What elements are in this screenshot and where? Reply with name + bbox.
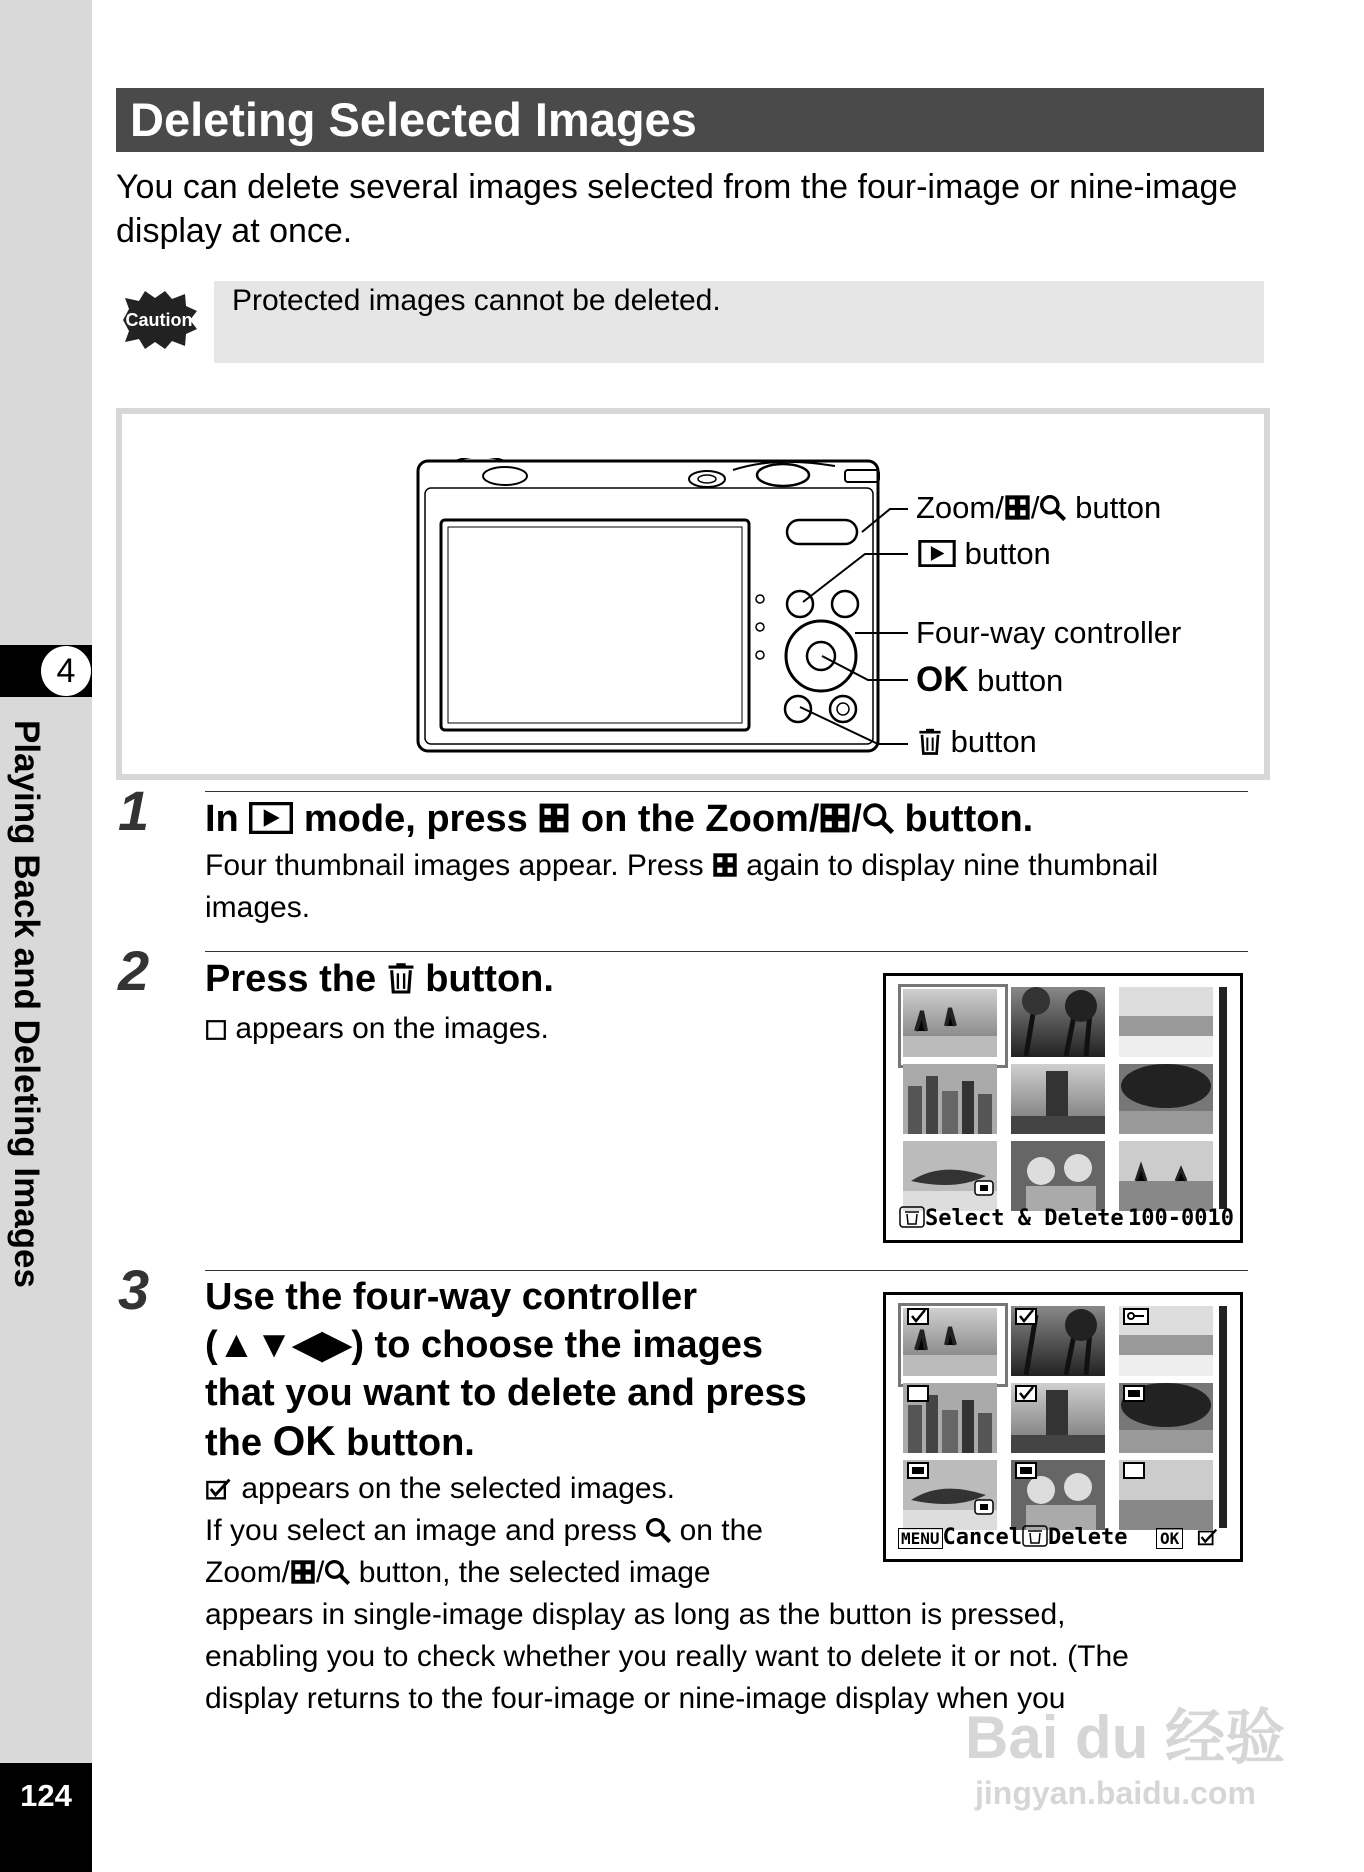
checked-checkbox-icon — [1197, 1527, 1219, 1547]
trash-icon — [899, 1206, 925, 1228]
intro-paragraph: You can delete several images selected from the four-image or nine-image display at once. — [116, 168, 1238, 250]
movie-icon — [975, 1500, 993, 1514]
step-divider — [205, 951, 1248, 952]
thumbnail-grid-icon — [1004, 494, 1031, 521]
step3-body-line: appears on the selected images. — [205, 1468, 675, 1510]
page-number: 124 — [20, 1778, 72, 1813]
thumbnail — [1011, 1064, 1105, 1134]
thumbnail-grid-icon — [819, 802, 851, 834]
empty-checkbox-icon — [205, 1019, 227, 1041]
screen-footer-left: Select & Delete — [899, 1206, 1124, 1231]
chapter-number: 4 — [41, 646, 91, 696]
thumbnail — [903, 1064, 997, 1134]
thumbnail — [1119, 987, 1213, 1057]
menu-key: MENU — [898, 1528, 943, 1549]
step3-body-line: Zoom/ / button, the selected image — [205, 1556, 711, 1589]
ok-button-label: OK button — [916, 660, 1064, 699]
step2-heading: Press the button. — [205, 958, 554, 1000]
thumbnail — [1011, 987, 1105, 1057]
thumbnail — [1011, 1141, 1105, 1211]
step3-body-line: display returns to the four-image or nine-image display when you — [205, 1682, 1066, 1715]
empty-checkbox-icon — [1124, 1463, 1144, 1478]
checked-checkbox-icon — [1016, 1309, 1036, 1324]
step-number: 3 — [118, 1258, 150, 1321]
scrollbar — [1219, 1306, 1227, 1528]
magnifier-icon — [862, 802, 894, 834]
trash-icon — [387, 962, 415, 994]
ok-key: OK — [1156, 1528, 1183, 1549]
step3-body-line: If you select an image and press on the — [205, 1514, 763, 1547]
step3-heading-line: Use the four-way controller — [205, 1276, 697, 1318]
empty-checkbox-icon — [908, 1386, 928, 1401]
screen-footer-ok — [1156, 1525, 1219, 1550]
thumbnail — [903, 989, 997, 1057]
playback-button-label: button — [918, 536, 1051, 572]
step3-heading-line: the OK button. — [205, 1417, 475, 1464]
checked-checkbox-icon — [908, 1309, 928, 1324]
step1-body: Four thumbnail images appear. Press again to display nine thumbnail images. — [205, 849, 1159, 924]
magnifier-icon — [1039, 494, 1066, 521]
thumbnail — [1119, 1141, 1213, 1211]
scrollbar — [1219, 987, 1227, 1209]
protect-key-icon — [1124, 1309, 1148, 1324]
thumbnail — [1119, 1064, 1213, 1134]
movie-icon — [975, 1181, 993, 1195]
empty-checkbox-icon — [908, 1463, 928, 1478]
thumbnail — [903, 1141, 997, 1211]
step-divider — [205, 791, 1248, 792]
delete-selection-screen — [883, 1292, 1243, 1562]
magnifier-icon — [645, 1517, 671, 1543]
thumbnail-grid-icon — [290, 1559, 316, 1585]
screen-footer-controls: MENU Cancel Delete — [898, 1525, 1128, 1550]
step1-heading: In mode, press on the Zoom/ / button. — [205, 798, 1034, 840]
watermark-logo: Bai du 经验 — [965, 1704, 1286, 1771]
zoom-button-label: Zoom/ / button — [916, 490, 1162, 525]
empty-checkbox-icon — [1124, 1386, 1144, 1401]
checked-checkbox-icon — [1016, 1386, 1036, 1401]
caution-badge-text: Caution — [125, 310, 193, 330]
empty-checkbox-icon — [1016, 1463, 1036, 1478]
step-number: 2 — [118, 939, 150, 1002]
thumbnail-grid-icon — [538, 802, 570, 834]
thumbnail-grid — [886, 1295, 1240, 1559]
step-number: 1 — [118, 779, 150, 842]
step3-heading-line: that you want to delete and press — [205, 1372, 807, 1414]
four-way-controller-label: Four-way controller — [916, 615, 1182, 650]
checked-checkbox-icon — [205, 1477, 233, 1501]
trash-icon — [1022, 1525, 1048, 1547]
step3-body-line: enabling you to check whether you really want to delete it or not. (The — [205, 1640, 1129, 1673]
playback-icon — [918, 540, 956, 567]
trash-button-label: button — [918, 724, 1037, 760]
watermark-url: jingyan.baidu.com — [975, 1775, 1256, 1811]
step3-body-line: appears in single-image display as long as the button is pressed, — [205, 1598, 1066, 1631]
magnifier-icon — [324, 1559, 350, 1585]
trash-icon — [918, 728, 942, 755]
step3-heading-line: (▲▼◀▶) to choose the images — [205, 1324, 764, 1366]
step-divider — [205, 1270, 1248, 1271]
nine-image-display-screen — [883, 973, 1243, 1243]
chapter-title: Playing Back and Deleting Images — [7, 720, 46, 1288]
file-number: 100-0010 — [1128, 1206, 1234, 1231]
thumbnail-grid — [886, 976, 1240, 1240]
thumbnail-grid-icon — [712, 852, 738, 878]
step2-body: appears on the images. — [205, 1008, 549, 1050]
section-title: Deleting Selected Images — [130, 93, 697, 146]
caution-text: Protected images cannot be deleted. — [232, 284, 721, 317]
playback-icon — [249, 802, 293, 834]
